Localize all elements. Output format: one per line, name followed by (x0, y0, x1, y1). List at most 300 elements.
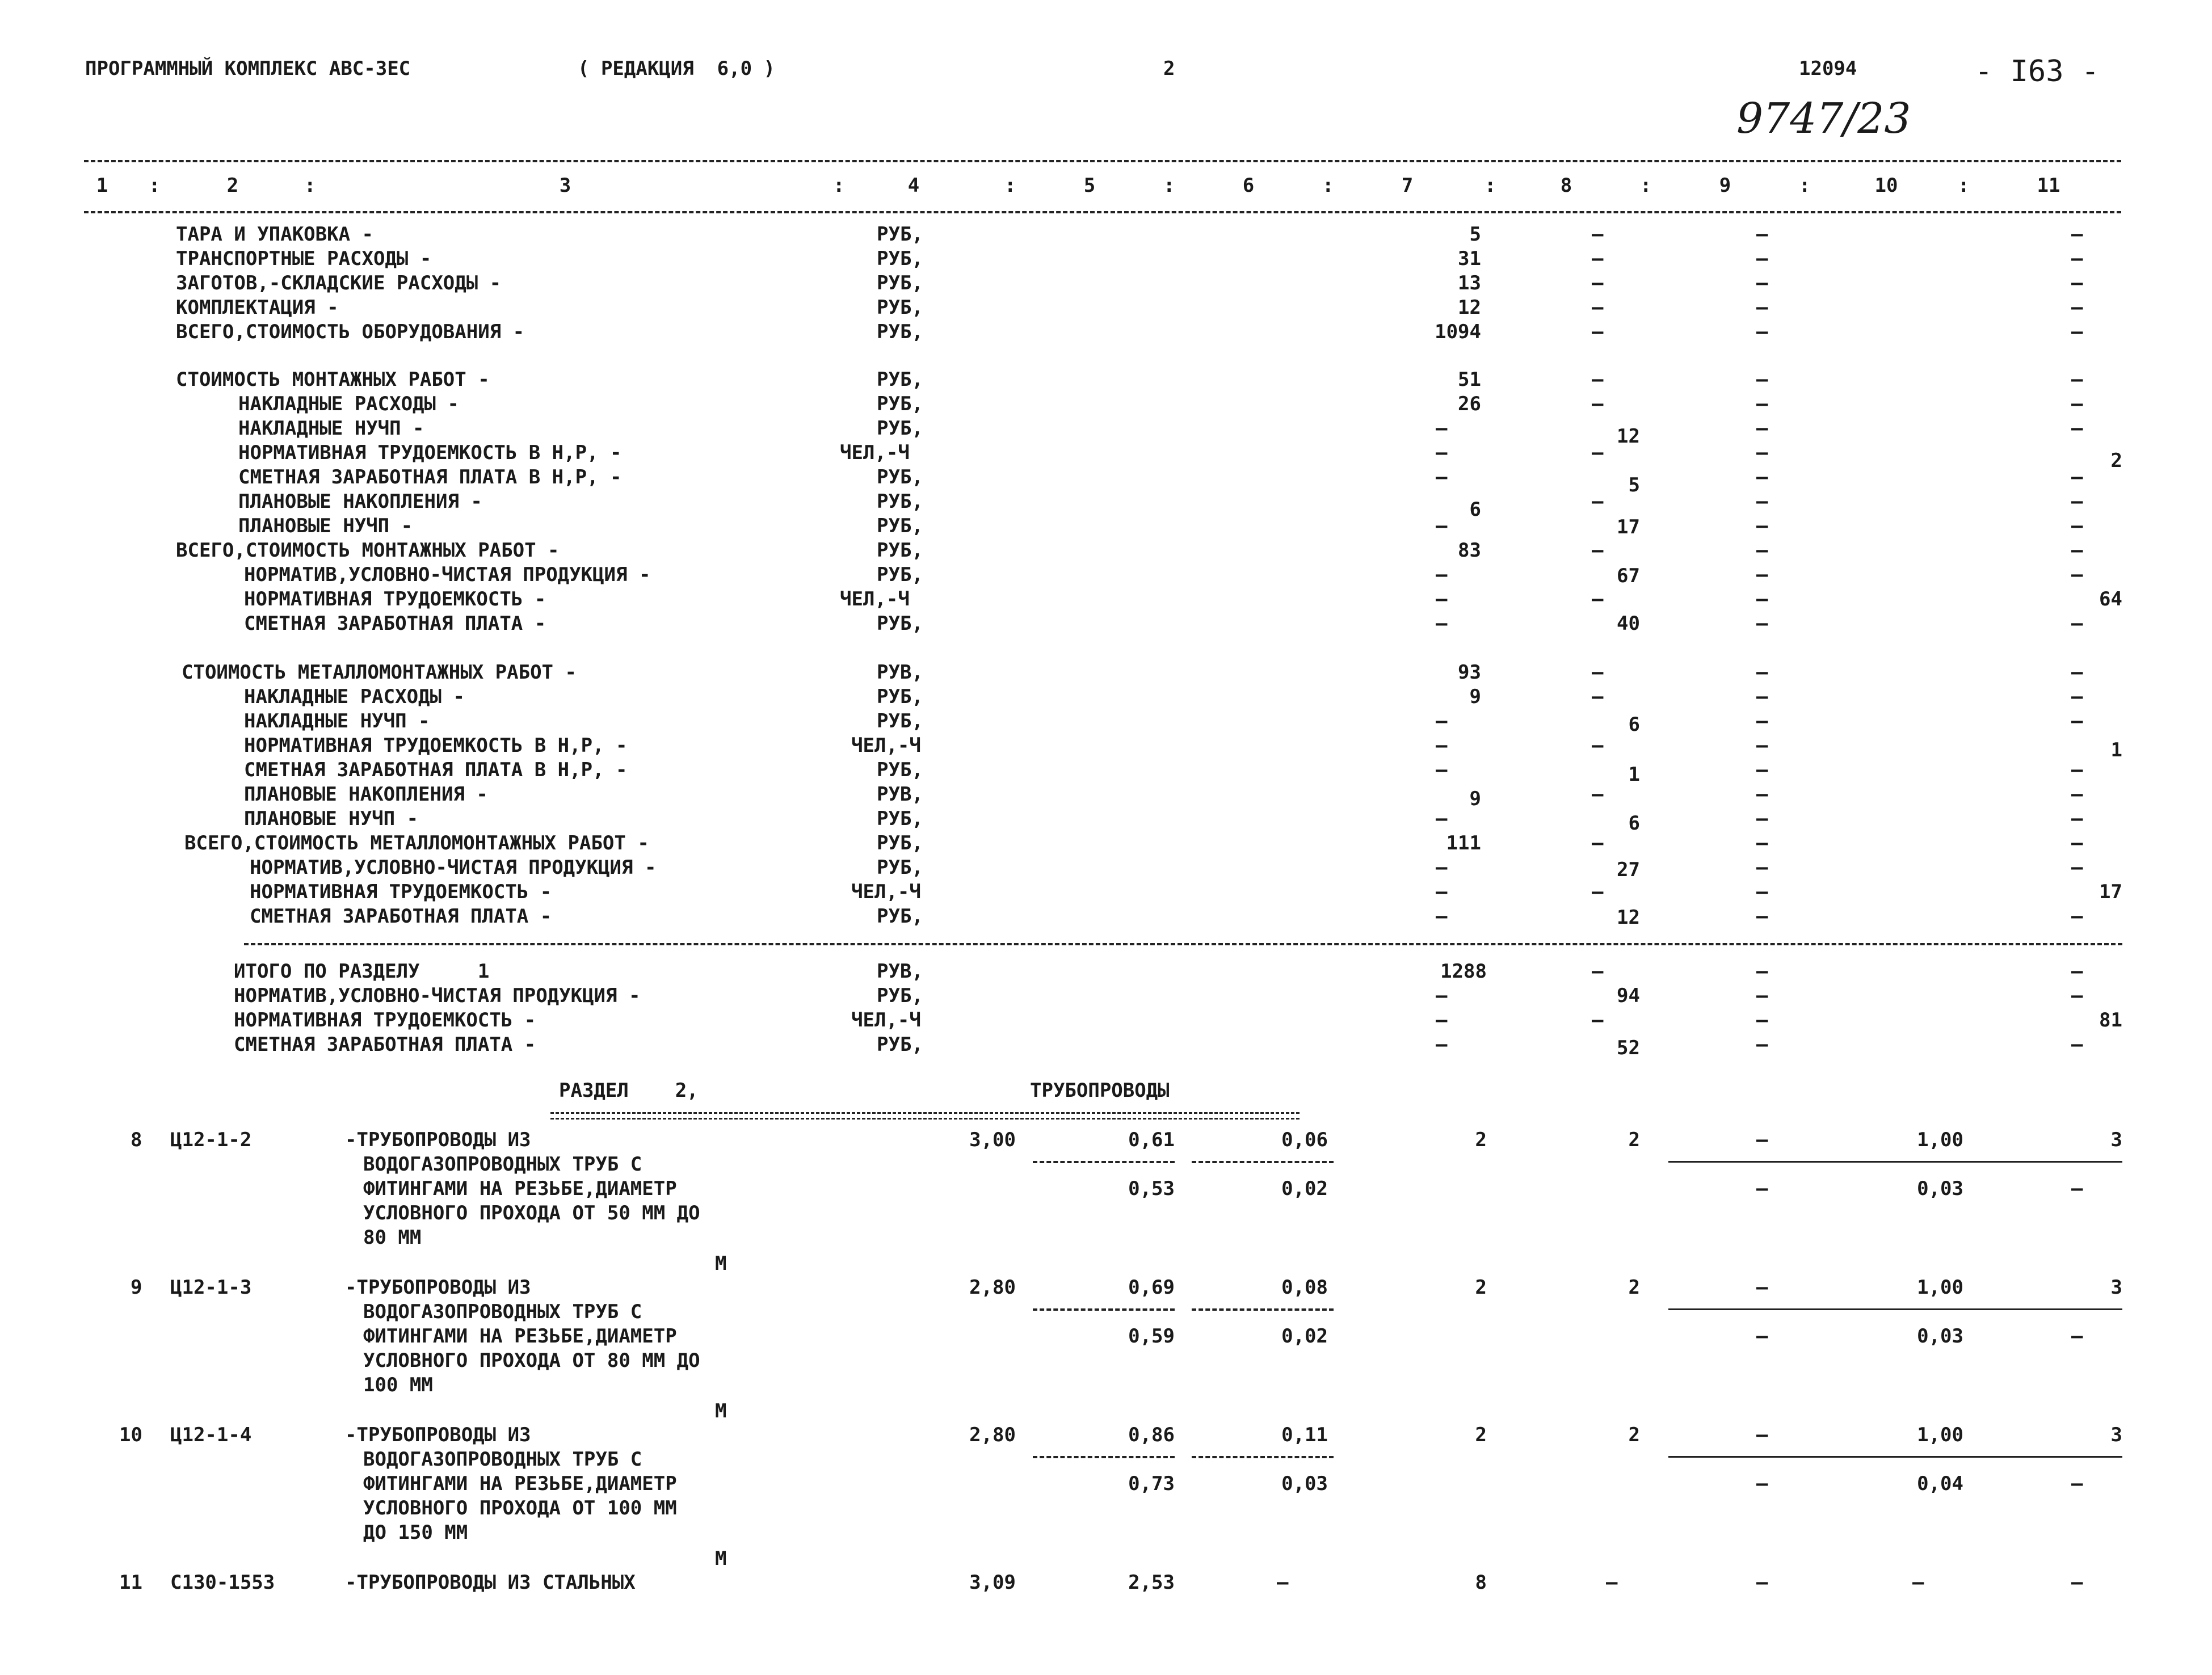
value-col8: 52 (1617, 1037, 1640, 1059)
item-desc-line: ВОДОГАЗОПРОВОДНЫХ ТРУБ С (363, 1153, 642, 1176)
dash: – (1592, 539, 1604, 562)
row-label: КОМПЛЕКТАЦИЯ - (176, 296, 339, 319)
dash: – (1756, 881, 1768, 903)
dash: – (1592, 881, 1604, 903)
dash: – (2071, 960, 2083, 983)
unit: РУБ, (877, 296, 923, 319)
dash: – (2071, 490, 2083, 513)
dash: – (1592, 685, 1604, 708)
dash: – (1436, 807, 1448, 830)
dash: – (1756, 490, 1768, 513)
unit: РУБ, (877, 807, 923, 830)
item-number: 11 (119, 1571, 142, 1594)
row-label: ПЛАНОВЫЕ НУЧП - (244, 807, 419, 830)
dash: – (1436, 563, 1448, 586)
item-code: Ц12-1-3 (170, 1276, 252, 1299)
column-number: 8 (1560, 174, 1572, 197)
unit: РУБ, (877, 466, 923, 489)
unit: РУБ, (877, 223, 923, 246)
item-desc-line: ВОДОГАЗОПРОВОДНЫХ ТРУБ С (363, 1448, 642, 1471)
dash: – (2071, 984, 2083, 1007)
value-col11: 17 (2099, 881, 2122, 903)
dash: – (2071, 1472, 2083, 1495)
row-label: НОРМАТИВНАЯ ТРУДОЕМКОСТЬ - (234, 1009, 536, 1032)
dash: – (1592, 296, 1604, 319)
row-label: НОРМАТИВ,УСЛОВНО-ЧИСТАЯ ПРОДУКЦИЯ - (244, 563, 651, 586)
value-col11: 3 (2110, 1129, 2122, 1151)
row-label: СМЕТНАЯ ЗАРАБОТНАЯ ПЛАТА В Н,Р, - (238, 466, 622, 489)
value-col8: 27 (1617, 858, 1640, 881)
unit: РУБ, (877, 272, 923, 294)
unit: ЧЕЛ,-Ч (851, 734, 921, 757)
dash: – (1756, 1177, 1768, 1200)
dash: – (1436, 1033, 1448, 1056)
item-code: Ц12-1-4 (170, 1424, 252, 1446)
dash: – (1756, 588, 1768, 611)
dash: – (1436, 515, 1448, 537)
dash: – (1436, 881, 1448, 903)
item-desc-line: ФИТИНГАМИ НА РЕЗЬБЕ,ДИАМЕТР (363, 1472, 677, 1495)
unit: ЧЕЛ,-Ч (840, 588, 910, 611)
document-number: 12094 (1799, 57, 1857, 80)
column-number: 1 (96, 174, 108, 197)
row-label: ИТОГО ПО РАЗДЕЛУ 1 (234, 960, 490, 983)
dash: – (2071, 1571, 2083, 1594)
dash: – (1592, 588, 1604, 611)
column-number: 10 (1874, 174, 1898, 197)
dash: – (2071, 466, 2083, 489)
dash: – (1756, 1472, 1768, 1495)
dash: – (2071, 661, 2083, 684)
row-label: СМЕТНАЯ ЗАРАБОТНАЯ ПЛАТА В Н,Р, - (244, 759, 628, 781)
fraction-rule (1668, 1161, 2122, 1163)
dash: – (2071, 417, 2083, 440)
unit: РУВ, (877, 960, 923, 983)
dash: – (1756, 563, 1768, 586)
column-separator: : (1163, 174, 1175, 197)
dash: – (1592, 368, 1604, 391)
value-col10a: 1,00 (1917, 1424, 1963, 1446)
unit: РУБ, (877, 612, 923, 635)
dash: – (1756, 539, 1768, 562)
section-total-rule (244, 943, 2122, 945)
value-col7: 6 (1469, 498, 1481, 521)
row-label: НОРМАТИВ,УСЛОВНО-ЧИСТАЯ ПРОДУКЦИЯ - (234, 984, 641, 1007)
column-number: 3 (559, 174, 571, 197)
dash: – (1436, 417, 1448, 440)
item-code: С130-1553 (170, 1571, 275, 1594)
dash: – (1756, 1033, 1768, 1056)
row-label: НОРМАТИВНАЯ ТРУДОЕМКОСТЬ В Н,Р, - (244, 734, 628, 757)
dash: – (1436, 710, 1448, 733)
value-col7: 12 (1458, 296, 1481, 319)
dash: – (2071, 515, 2083, 537)
item-unit: М (715, 1400, 727, 1423)
column-number: 11 (2037, 174, 2060, 197)
unit: РУБ, (877, 905, 923, 928)
dash: – (1592, 272, 1604, 294)
dash: – (2071, 759, 2083, 781)
value-col7: 5 (1469, 223, 1481, 246)
dash: – (1436, 734, 1448, 757)
row-label: ТАРА И УПАКОВКА - (176, 223, 373, 246)
dash: – (1436, 759, 1448, 781)
value-col8: 6 (1628, 812, 1640, 835)
dash: – (2071, 905, 2083, 928)
item-desc-line: -ТРУБОПРОВОДЫ ИЗ (345, 1424, 531, 1446)
value-col8: 2 (1628, 1276, 1640, 1299)
unit: РУБ, (877, 685, 923, 708)
value-col5: 2,80 (969, 1276, 1016, 1299)
dash: – (1436, 984, 1448, 1007)
value-col7: 51 (1458, 368, 1481, 391)
dash: – (1436, 466, 1448, 489)
value-col5: 3,09 (969, 1571, 1016, 1594)
value-col6a: 2,53 (1128, 1571, 1175, 1594)
value-col8: 40 (1617, 612, 1640, 635)
unit: РУВ, (877, 783, 923, 806)
row-label: НАКЛАДНЫЕ РАСХОДЫ - (238, 393, 459, 415)
dash: – (1756, 272, 1768, 294)
unit: РУБ, (877, 539, 923, 562)
unit: РУБ, (877, 247, 923, 270)
row-label: НАКЛАДНЫЕ РАСХОДЫ - (244, 685, 465, 708)
item-desc-line: -ТРУБОПРОВОДЫ ИЗ (345, 1276, 531, 1299)
unit: РУБ, (877, 515, 923, 537)
dash: – (1756, 321, 1768, 343)
item-desc-line: УСЛОВНОГО ПРОХОДА ОТ 50 ММ ДО (363, 1202, 700, 1224)
row-label: НАКЛАДНЫЕ НУЧП - (244, 710, 430, 733)
value-col11: 3 (2110, 1424, 2122, 1446)
row-label: НОРМАТИВНАЯ ТРУДОЕМКОСТЬ - (250, 881, 552, 903)
dash: – (1592, 490, 1604, 513)
dash: – (1592, 247, 1604, 270)
dash: – (1436, 612, 1448, 635)
dash: – (2071, 807, 2083, 830)
dash: – (1756, 685, 1768, 708)
value-col7: 9 (1469, 788, 1481, 810)
column-number: 6 (1242, 174, 1255, 197)
column-number: 4 (907, 174, 920, 197)
row-label: НОРМАТИВ,УСЛОВНО-ЧИСТАЯ ПРОДУКЦИЯ - (250, 856, 657, 879)
dash: – (2071, 1325, 2083, 1348)
value-col10b: 0,04 (1917, 1472, 1963, 1495)
dash: – (1756, 247, 1768, 270)
unit: РУБ, (877, 368, 923, 391)
dash: – (1756, 759, 1768, 781)
dash: – (2071, 223, 2083, 246)
value-col8: 2 (1628, 1129, 1640, 1151)
column-number: 7 (1401, 174, 1414, 197)
dash: – (1756, 368, 1768, 391)
value-col10a: 1,00 (1917, 1276, 1963, 1299)
value-col7: 1288 (1440, 960, 1487, 983)
dash: – (1912, 1571, 1924, 1594)
value-col6d: 0,02 (1281, 1177, 1328, 1200)
column-separator: : (304, 174, 316, 197)
unit: РУБ, (877, 759, 923, 781)
unit: РУБ, (877, 563, 923, 586)
dash: – (1592, 734, 1604, 757)
dash: – (1756, 223, 1768, 246)
column-number: 2 (226, 174, 239, 197)
dash: – (2071, 856, 2083, 879)
dash: – (1756, 710, 1768, 733)
dash: – (1756, 466, 1768, 489)
value-col6c: 0,08 (1281, 1276, 1328, 1299)
value-col11: 81 (2099, 1009, 2122, 1032)
item-desc-line: ФИТИНГАМИ НА РЕЗЬБЕ,ДИАМЕТР (363, 1325, 677, 1348)
column-separator: : (1640, 174, 1652, 197)
value-col7: 2 (1475, 1276, 1487, 1299)
dash: – (2071, 368, 2083, 391)
unit: РУБ, (877, 393, 923, 415)
value-col10b: 0,03 (1917, 1177, 1963, 1200)
dash: – (1756, 1424, 1768, 1446)
item-unit: М (715, 1547, 727, 1570)
handwritten-note: 9747/23 (1736, 94, 1911, 143)
row-label: ПЛАНОВЫЕ НАКОПЛЕНИЯ - (238, 490, 482, 513)
item-number: 10 (119, 1424, 142, 1446)
fraction-rule (1192, 1161, 1334, 1163)
value-col7: 111 (1446, 832, 1481, 855)
value-col8: 67 (1617, 565, 1640, 587)
item-desc-line: ВОДОГАЗОПРОВОДНЫХ ТРУБ С (363, 1301, 642, 1323)
value-col11: 1 (2110, 739, 2122, 761)
dash: – (2071, 539, 2083, 562)
dash: – (2071, 783, 2083, 806)
value-col7: 26 (1458, 393, 1481, 415)
fraction-rule (1033, 1456, 1175, 1458)
value-col6c: 0,11 (1281, 1424, 1328, 1446)
column-separator: : (1322, 174, 1334, 197)
dash: – (1756, 905, 1768, 928)
dash: – (2071, 1033, 2083, 1056)
dash: – (1756, 661, 1768, 684)
dash: – (2071, 247, 2083, 270)
item-desc-line: 80 ММ (363, 1226, 422, 1249)
top-rule (84, 160, 2121, 162)
value-col8: 2 (1628, 1424, 1640, 1446)
program-title: ПРОГРАММНЫЙ КОМПЛЕКС АВС-3ЕС (85, 57, 411, 80)
unit: РУБ, (877, 417, 923, 440)
dash: – (1756, 1571, 1768, 1594)
section-title: РАЗДЕЛ 2, (559, 1079, 699, 1102)
item-desc-line: ФИТИНГАМИ НА РЕЗЬБЕ,ДИАМЕТР (363, 1177, 677, 1200)
unit: РУБ, (877, 832, 923, 855)
fraction-rule (1668, 1308, 2122, 1310)
dash: – (1756, 856, 1768, 879)
value-col5: 2,80 (969, 1424, 1016, 1446)
value-col7: 8 (1475, 1571, 1487, 1594)
dash: – (1436, 588, 1448, 611)
item-desc-line: -ТРУБОПРОВОДЫ ИЗ СТАЛЬНЫХ (345, 1571, 636, 1594)
value-col7: 1094 (1435, 321, 1481, 343)
edition: ( РЕДАКЦИЯ 6,0 ) (578, 57, 775, 80)
item-number: 9 (131, 1276, 142, 1299)
value-col6a: 0,86 (1128, 1424, 1175, 1446)
dash: – (2071, 321, 2083, 343)
item-desc-line: 100 ММ (363, 1374, 433, 1396)
row-label: СМЕТНАЯ ЗАРАБОТНАЯ ПЛАТА - (234, 1033, 536, 1056)
value-col8: 12 (1617, 425, 1640, 448)
dash: – (2071, 710, 2083, 733)
fraction-rule (1192, 1308, 1334, 1311)
dash: – (1756, 807, 1768, 830)
row-label: ВСЕГО,СТОИМОСТЬ МЕТАЛЛОМОНТАЖНЫХ РАБОТ - (184, 832, 649, 855)
dash: – (1606, 1571, 1618, 1594)
column-separator: : (1004, 174, 1016, 197)
column-separator: : (833, 174, 845, 197)
value-col6d: 0,02 (1281, 1325, 1328, 1348)
dash: – (1436, 1009, 1448, 1032)
fraction-rule (1192, 1456, 1334, 1458)
column-separator: : (149, 174, 161, 197)
unit: РУБ, (877, 1033, 923, 1056)
dash: – (2071, 685, 2083, 708)
value-col11: 64 (2099, 588, 2122, 611)
value-col7: 9 (1469, 685, 1481, 708)
dash: – (1592, 1009, 1604, 1032)
dash: – (1756, 832, 1768, 855)
row-label: СМЕТНАЯ ЗАРАБОТНАЯ ПЛАТА - (250, 905, 552, 928)
row-label: СМЕТНАЯ ЗАРАБОТНАЯ ПЛАТА - (244, 612, 546, 635)
row-label: ПЛАНОВЫЕ НУЧП - (238, 515, 413, 537)
value-col6d: 0,03 (1281, 1472, 1328, 1495)
item-code: Ц12-1-2 (170, 1129, 252, 1151)
sheet-number: - I63 - (1975, 54, 2100, 89)
dash: – (2071, 272, 2083, 294)
value-col7: 2 (1475, 1424, 1487, 1446)
dash: – (1592, 441, 1604, 464)
item-number: 8 (131, 1129, 142, 1151)
dash: – (2071, 296, 2083, 319)
row-label: НОРМАТИВНАЯ ТРУДОЕМКОСТЬ - (244, 588, 546, 611)
item-unit: М (715, 1252, 727, 1275)
dash: – (1592, 223, 1604, 246)
dash: – (1756, 1009, 1768, 1032)
unit: РУБ, (877, 856, 923, 879)
unit: ЧЕЛ,-Ч (851, 1009, 921, 1032)
value-col6c: 0,06 (1281, 1129, 1328, 1151)
value-col10b: 0,03 (1917, 1325, 1963, 1348)
dash: – (1756, 612, 1768, 635)
row-label: СТОИМОСТЬ МОНТАЖНЫХ РАБОТ - (176, 368, 490, 391)
dash: – (1756, 783, 1768, 806)
header-bottom-rule (84, 211, 2121, 213)
item-desc-line: -ТРУБОПРОВОДЫ ИЗ (345, 1129, 531, 1151)
dash: – (1436, 441, 1448, 464)
value-col7: 2 (1475, 1129, 1487, 1151)
dash: – (2071, 612, 2083, 635)
row-label: ВСЕГО,СТОИМОСТЬ МОНТАЖНЫХ РАБОТ - (176, 539, 560, 562)
fraction-rule (1668, 1456, 2122, 1458)
dash: – (1277, 1571, 1289, 1594)
value-col6b: 0,59 (1128, 1325, 1175, 1348)
dash: – (1756, 296, 1768, 319)
dash: – (1592, 321, 1604, 343)
dash: – (2071, 1177, 2083, 1200)
row-label: ЗАГОТОВ,-СКЛАДСКИЕ РАСХОДЫ - (176, 272, 502, 294)
dash: – (1436, 905, 1448, 928)
row-label: ТРАНСПОРТНЫЕ РАСХОДЫ - (176, 247, 432, 270)
value-col5: 3,00 (969, 1129, 1016, 1151)
dash: – (1756, 960, 1768, 983)
fraction-rule (1033, 1308, 1175, 1311)
dash: – (1756, 734, 1768, 757)
section-name: ТРУБОПРОВОДЫ (1030, 1079, 1170, 1102)
dash: – (1756, 515, 1768, 537)
dash: – (1592, 832, 1604, 855)
value-col10a: 1,00 (1917, 1129, 1963, 1151)
dash: – (1756, 1129, 1768, 1151)
dash: – (1756, 441, 1768, 464)
unit: РУБ, (877, 490, 923, 513)
unit: РУВ, (877, 661, 923, 684)
dash: – (1592, 783, 1604, 806)
value-col7: 31 (1458, 247, 1481, 270)
dash: – (1592, 960, 1604, 983)
dash: – (2071, 563, 2083, 586)
column-separator: : (1958, 174, 1970, 197)
row-label: ВСЕГО,СТОИМОСТЬ ОБОРУДОВАНИЯ - (176, 321, 525, 343)
value-col8: 1 (1628, 763, 1640, 786)
unit: РУБ, (877, 710, 923, 733)
value-col7: 83 (1458, 539, 1481, 562)
page-number: 2 (1163, 57, 1175, 80)
value-col8: 94 (1617, 984, 1640, 1007)
dash: – (1436, 856, 1448, 879)
row-label: НОРМАТИВНАЯ ТРУДОЕМКОСТЬ В Н,Р, - (238, 441, 622, 464)
value-col7: 13 (1458, 272, 1481, 294)
value-col8: 12 (1617, 906, 1640, 929)
dash: – (1756, 984, 1768, 1007)
dash: – (1592, 661, 1604, 684)
value-col6a: 0,61 (1128, 1129, 1175, 1151)
value-col11: 3 (2110, 1276, 2122, 1299)
column-number: 9 (1719, 174, 1731, 197)
value-col8: 5 (1628, 474, 1640, 496)
dash: – (1756, 1325, 1768, 1348)
unit: РУБ, (877, 984, 923, 1007)
item-desc-line: УСЛОВНОГО ПРОХОДА ОТ 80 ММ ДО (363, 1349, 700, 1372)
column-separator: : (1799, 174, 1811, 197)
unit: ЧЕЛ,-Ч (840, 441, 910, 464)
dash: – (2071, 832, 2083, 855)
value-col7: 93 (1458, 661, 1481, 684)
fraction-rule (1033, 1161, 1175, 1163)
row-label: ПЛАНОВЫЕ НАКОПЛЕНИЯ - (244, 783, 488, 806)
section-underline (550, 1112, 1300, 1120)
item-desc-line: УСЛОВНОГО ПРОХОДА ОТ 100 ММ (363, 1497, 677, 1520)
dash: – (1756, 417, 1768, 440)
value-col6b: 0,53 (1128, 1177, 1175, 1200)
value-col8: 17 (1617, 516, 1640, 538)
value-col6b: 0,73 (1128, 1472, 1175, 1495)
row-label: СТОИМОСТЬ МЕТАЛЛОМОНТАЖНЫХ РАБОТ - (182, 661, 577, 684)
value-col6a: 0,69 (1128, 1276, 1175, 1299)
dash: – (2071, 393, 2083, 415)
column-separator: : (1485, 174, 1496, 197)
unit: ЧЕЛ,-Ч (851, 881, 921, 903)
value-col11: 2 (2110, 449, 2122, 472)
dash: – (1756, 393, 1768, 415)
value-col8: 6 (1628, 713, 1640, 736)
dash: – (1756, 1276, 1768, 1299)
item-desc-line: ДО 150 ММ (363, 1521, 468, 1544)
column-number: 5 (1083, 174, 1096, 197)
unit: РУБ, (877, 321, 923, 343)
